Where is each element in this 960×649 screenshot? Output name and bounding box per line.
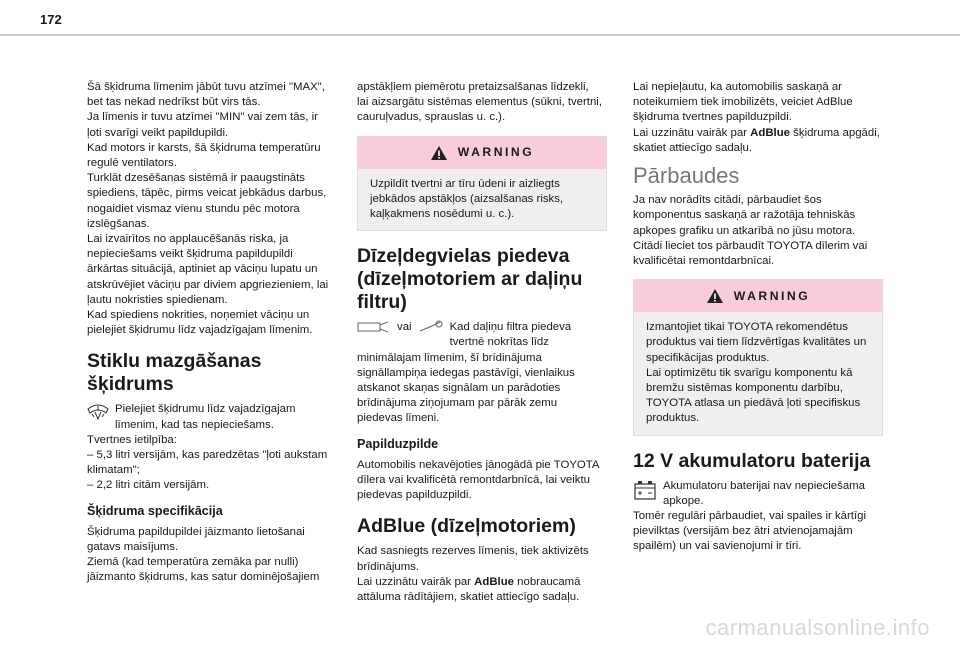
warning-header <box>358 137 606 169</box>
windshield-washer-icon <box>87 402 109 425</box>
top-up-text: Automobilis nekavējoties jānogādā pie TOYOTA dīlera vai kvalificētā remontdarbnīcā, lai veiktu piedevas papilduzpildi. <box>357 458 600 502</box>
washer-capacity-text: Tvertnes ietilpība: – 5,3 litri versijām, kas paredzētas "ļoti aukstam klimatam"; – 2,2 litri citām versijām. <box>87 433 328 492</box>
warning-box-2 <box>633 279 883 435</box>
fluid-spec-heading: Šķidruma specifikācija <box>87 503 223 518</box>
adblue-refill-part-1: Lai nepieļautu, ka automobilis saskaņā ar noteikumiem tiek imobilizēts, veiciet AdBlue šķidruma tvertnes papilduzpildi. Lai uzzinātu vairāk par <box>633 81 853 139</box>
battery-icon-row <box>633 479 895 509</box>
battery-text: Tomēr regulāri pārbaudiet, vai spailes ir kārtīgi pievilktas (versijām bez ātri atvienojamajām spailēm) un vai savienojumi ir tīri. <box>633 510 866 553</box>
top-up-heading: Papilduzpilde <box>357 436 439 451</box>
adblue-refill-text <box>633 80 895 156</box>
column-2 <box>357 80 619 605</box>
checks-heading: Pārbaudes <box>633 163 740 189</box>
adblue-refill-bold: AdBlue <box>750 126 791 139</box>
header-divider <box>0 34 960 36</box>
washer-fluid-heading: Stiklu mazgāšanas šķidrums <box>87 350 262 396</box>
diesel-icon-row <box>357 320 619 350</box>
warning-box-1 <box>357 136 607 232</box>
page-number: 172 <box>40 12 62 27</box>
watermark: carmanualsonline.info <box>705 615 930 640</box>
fluid-spec-text: Šķidruma papildupildei jāizmanto lietošanai gatavs maisījums. Ziemā (kad temperatūra zemāka par nulli) jāizmanto šķidrums, kas satur dominējošajiem <box>87 525 320 584</box>
adblue-text-part-1: Kad sasniegts rezerves līmenis, tiek aktivizēts brīdinājums. Lai uzzinātu vairāk par <box>357 545 589 588</box>
warning-header <box>634 280 882 312</box>
checks-text: Ja nav norādīts citādi, pārbaudiet šos komponentus saskaņā ar ražotāja tehniskās apkopes grafiku un atkarībā no jūsu motora. Citādi lieciet tos pārbaudīt TOYOTA dīlerim vai kvalificētai remontdarbnīcai. <box>633 194 868 268</box>
adblue-text <box>357 544 619 605</box>
warning-body: Izmantojiet tikai TOYOTA rekomendētus produktus vai tiem līdzvērtīgas kvalitātes un specifikācijas produktus. Lai optimizētu tik svarīgu komponentu kā bremžu sistēmas komponentu darbību, TOYOTA atlasa un piedāvā ļoti specifiskus produktus. <box>646 321 867 425</box>
adblue-bold-term: AdBlue <box>474 575 515 588</box>
battery-icon-text: Akumulatoru baterijai nav nepieciešama apkope. <box>663 479 865 507</box>
battery-heading: 12 V akumulatoru baterija <box>633 449 871 472</box>
adblue-refill-part-2: šķidruma apgādi, skatiet attiecīgo sadaļu. <box>633 126 880 154</box>
washer-icon-text: Pielejiet šķidrumu līdz vajadzīgajam līmenim, kad tas nepieciešams. <box>115 403 296 431</box>
antifreeze-continued-text: apstākļiem piemērotu pretaizsalšanas līdzekli, lai aizsargātu sistēmas elementus (sūkni, tvertni, cauruļvadus, sprauslas u. c.). <box>357 81 602 124</box>
battery-icon <box>633 479 657 506</box>
warning-triangle-icon <box>430 145 448 161</box>
diesel-icon-text: Kad daļiņu filtra piedeva tvertnē nokrītas līdz <box>449 321 572 349</box>
filter-additive-icon <box>418 320 444 339</box>
warning-body: Uzpildīt tvertni ar tīru ūdeni ir aizliegts jebkādos apstākļos (aizsalšanas risks, kaļķakmens nosēdumi u. c.). <box>370 177 564 221</box>
adblue-heading: AdBlue (dīzeļmotoriem) <box>357 515 576 538</box>
fuel-additive-icon <box>357 320 391 339</box>
column-1 <box>87 80 357 586</box>
warning-title: WARNING <box>457 145 535 159</box>
adblue-text-part-2: nobraucamā attāluma rādītājiem, skatiet attiecīgo sadaļu. <box>357 575 581 604</box>
coolant-intro-text: Šā šķidruma līmenim jābūt tuvu atzīmei "MAX", bet tas nekad nedrīkst būt virs tās. Ja līmenis ir tuvu atzīmei "MIN" vai zem tās, ir ļoti svarīgi veikt papildupildi. Kad motors ir karsts, šā šķidruma temperatūru regulē ventilators. Turklāt dzesēšanas sistēmā ir paaugstināts spiediens, tāpēc, pirms veicat jebkādus darbus, nogaidiet vismaz vienu stundu pēc motora izslēgšanas. Lai izvairītos no applaucēšanās riska, ja nepieciešams veikt šķidruma papildupildi ārkārtas situācijā, aptiniet ap vāciņu lupatu un atskrūvējiet vāciņu par diviem apgriezieniem, lai ļautu nokristies spiedienam. Kad spiediens nokrities, noņemiet vāciņu un pielejiet šķidrumu līdz vajadzīgajam līmenim. <box>87 81 329 337</box>
warning-triangle-icon <box>706 288 724 304</box>
diesel-additive-text: minimālajam līmenim, šī brīdinājuma signāllampiņa iedegas pastāvīgi, vienlaikus atskanot skaņas signālam un parādoties brīdinājuma ziņojumam par pārāk zemu piedevas līmeni. <box>357 351 575 425</box>
washer-icon-row <box>87 402 357 432</box>
or-label: vai <box>397 321 412 334</box>
warning-title: WARNING <box>733 288 811 303</box>
diesel-additive-heading: Dīzeļdegvielas piedeva (dīzeļmotoriem ar daļiņu filtru) <box>357 245 583 314</box>
column-3 <box>633 80 895 555</box>
